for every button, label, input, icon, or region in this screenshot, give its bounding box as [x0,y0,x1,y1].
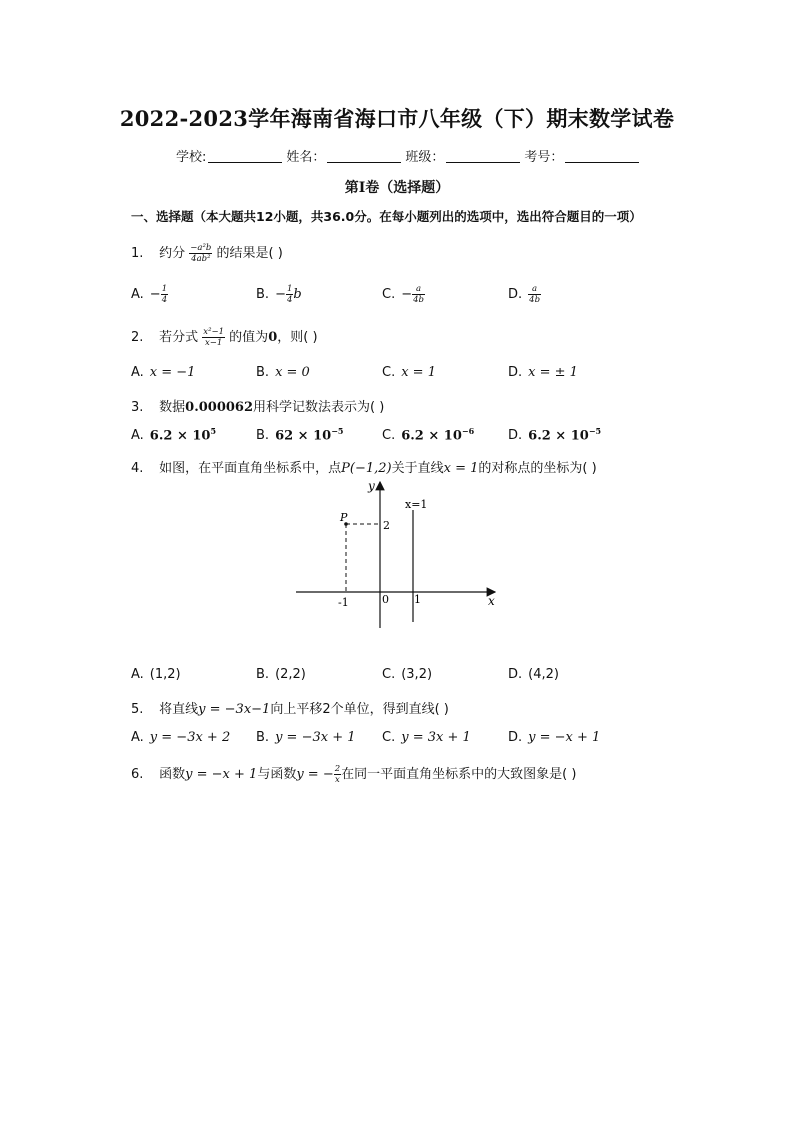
tick-label-1: 1 [414,593,421,606]
option-d[interactable]: D. $\frac{a}{4b}$ [508,284,541,305]
question-number: 4. [131,461,144,476]
option-d[interactable]: D. (4,2) [508,667,559,682]
fraction: $\frac{\text{−a²b}}{\text{4ab²}}$ [190,243,212,264]
school-blank [208,150,282,163]
math-point: P(−1,2) [341,461,392,476]
option-a[interactable]: A. x = −1 [131,365,196,380]
class-blank [446,150,520,163]
point-p-label: P [340,511,348,524]
question-4-options [131,667,651,685]
question-text: 在同一平面直角坐标系中的大致图象是( ) [341,767,577,782]
math-expression: y = − [296,767,334,782]
question-text: ，则( ) [277,330,318,345]
option-c[interactable]: C. y = 3x + 1 [382,730,471,745]
option-b[interactable]: B. (2,2) [256,667,306,682]
math-line: x = 1 [443,461,479,476]
question-text: 若分式 [159,330,199,345]
question-text: 用科学记数法表示为( ) [253,400,385,415]
part-heading: 一、选择题（本大题共12小题，共36.0分。在每小题列出的选项中，选出符合题目的一项） [131,209,642,224]
question-3-options [131,426,651,444]
question-number: 1. [131,246,144,261]
option-a[interactable]: A. − $\frac{1}{4}$ [131,284,168,305]
question-number: 3. [131,400,144,415]
question-text: 关于直线 [391,461,444,476]
question-text: 的对称点的坐标为( ) [478,461,597,476]
option-b[interactable]: B. − $\frac{1}{4}$ b [256,284,302,305]
x-axis-label: x [488,594,495,608]
option-c[interactable]: C. x = 1 [382,365,436,380]
question-number: 2. [131,330,144,345]
name-blank [327,150,401,163]
option-d[interactable]: D. $6.2 \times 10^{-5}$ [508,426,602,444]
question-text: 的值为 [229,330,269,345]
name-label: 姓名： [286,150,326,165]
option-b[interactable]: B. $62 \times 10^{-5}$ [256,426,344,444]
school-label: 学校: [176,150,207,165]
fraction: $\frac{a}{4b}$ [529,284,541,305]
tick-label-2: 2 [383,519,390,532]
question-2 [131,326,318,348]
option-c[interactable]: C. − $\frac{a}{4b}$ [382,284,424,305]
question-number: 6. [131,767,144,782]
question-text: 函数 [159,767,186,782]
question-number: 5. [131,702,144,717]
y-axis-label: y [368,479,375,493]
math-expression: y = −3x−1 [198,702,271,717]
class-label: 班级： [405,150,445,165]
tick-label-0: 0 [382,593,389,606]
option-d[interactable]: D. y = −x + 1 [508,730,601,745]
option-c[interactable]: C. $6.2 \times 10^{-6}$ [382,426,475,444]
question-4 [131,457,597,476]
math-value: 0 [268,330,278,345]
math-value: 0.000062 [185,400,253,415]
question-text: 的结果是( ) [216,246,283,261]
option-a[interactable]: A. $6.2 \times 10^5$ [131,426,217,444]
option-a[interactable]: A. y = −3x + 2 [131,730,231,745]
question-text: 数据 [159,400,186,415]
fraction: $\frac{1}{4}$ [286,284,293,305]
tick-label-neg1: -1 [338,596,349,609]
option-a[interactable]: A. (1,2) [131,667,181,682]
question-5-options [131,730,651,748]
option-b[interactable]: B. x = 0 [256,365,310,380]
fraction: $\frac{2}{x}$ [334,764,341,785]
fraction: $\frac{1}{4}$ [161,284,168,305]
option-c[interactable]: C. (3,2) [382,667,433,682]
section-heading: 第I卷（选择题） [344,180,450,196]
exam-number-label: 考号： [524,150,564,165]
fraction: $\frac{\text{x²−1}}{x-1}$ [203,327,225,348]
question-text: 将直线 [159,702,199,717]
question-text: 与函数 [257,767,297,782]
fraction: $\frac{a}{4b}$ [413,284,424,305]
line-label: x=1 [405,498,428,511]
math-expression: y = −x + 1 [185,767,258,782]
student-info-line [176,146,643,165]
question-2-options [131,365,651,383]
question-text: 向上平移2个单位，得到直线( ) [270,702,449,717]
exam-number-blank [565,150,639,163]
question-1 [131,242,283,264]
question-text: 如图，在平面直角坐标系中，点 [159,461,342,476]
question-3 [131,396,384,415]
option-b[interactable]: B. y = −3x + 1 [256,730,356,745]
page-title: 2022-2023学年海南省海口市八年级（下）期末数学试卷 [119,106,675,131]
question-6 [131,763,576,785]
question-1-options [131,284,651,306]
question-text: 约分 [159,246,186,261]
question-5 [131,698,449,717]
coordinate-figure [290,476,505,632]
option-d[interactable]: D. x = ± 1 [508,365,578,380]
